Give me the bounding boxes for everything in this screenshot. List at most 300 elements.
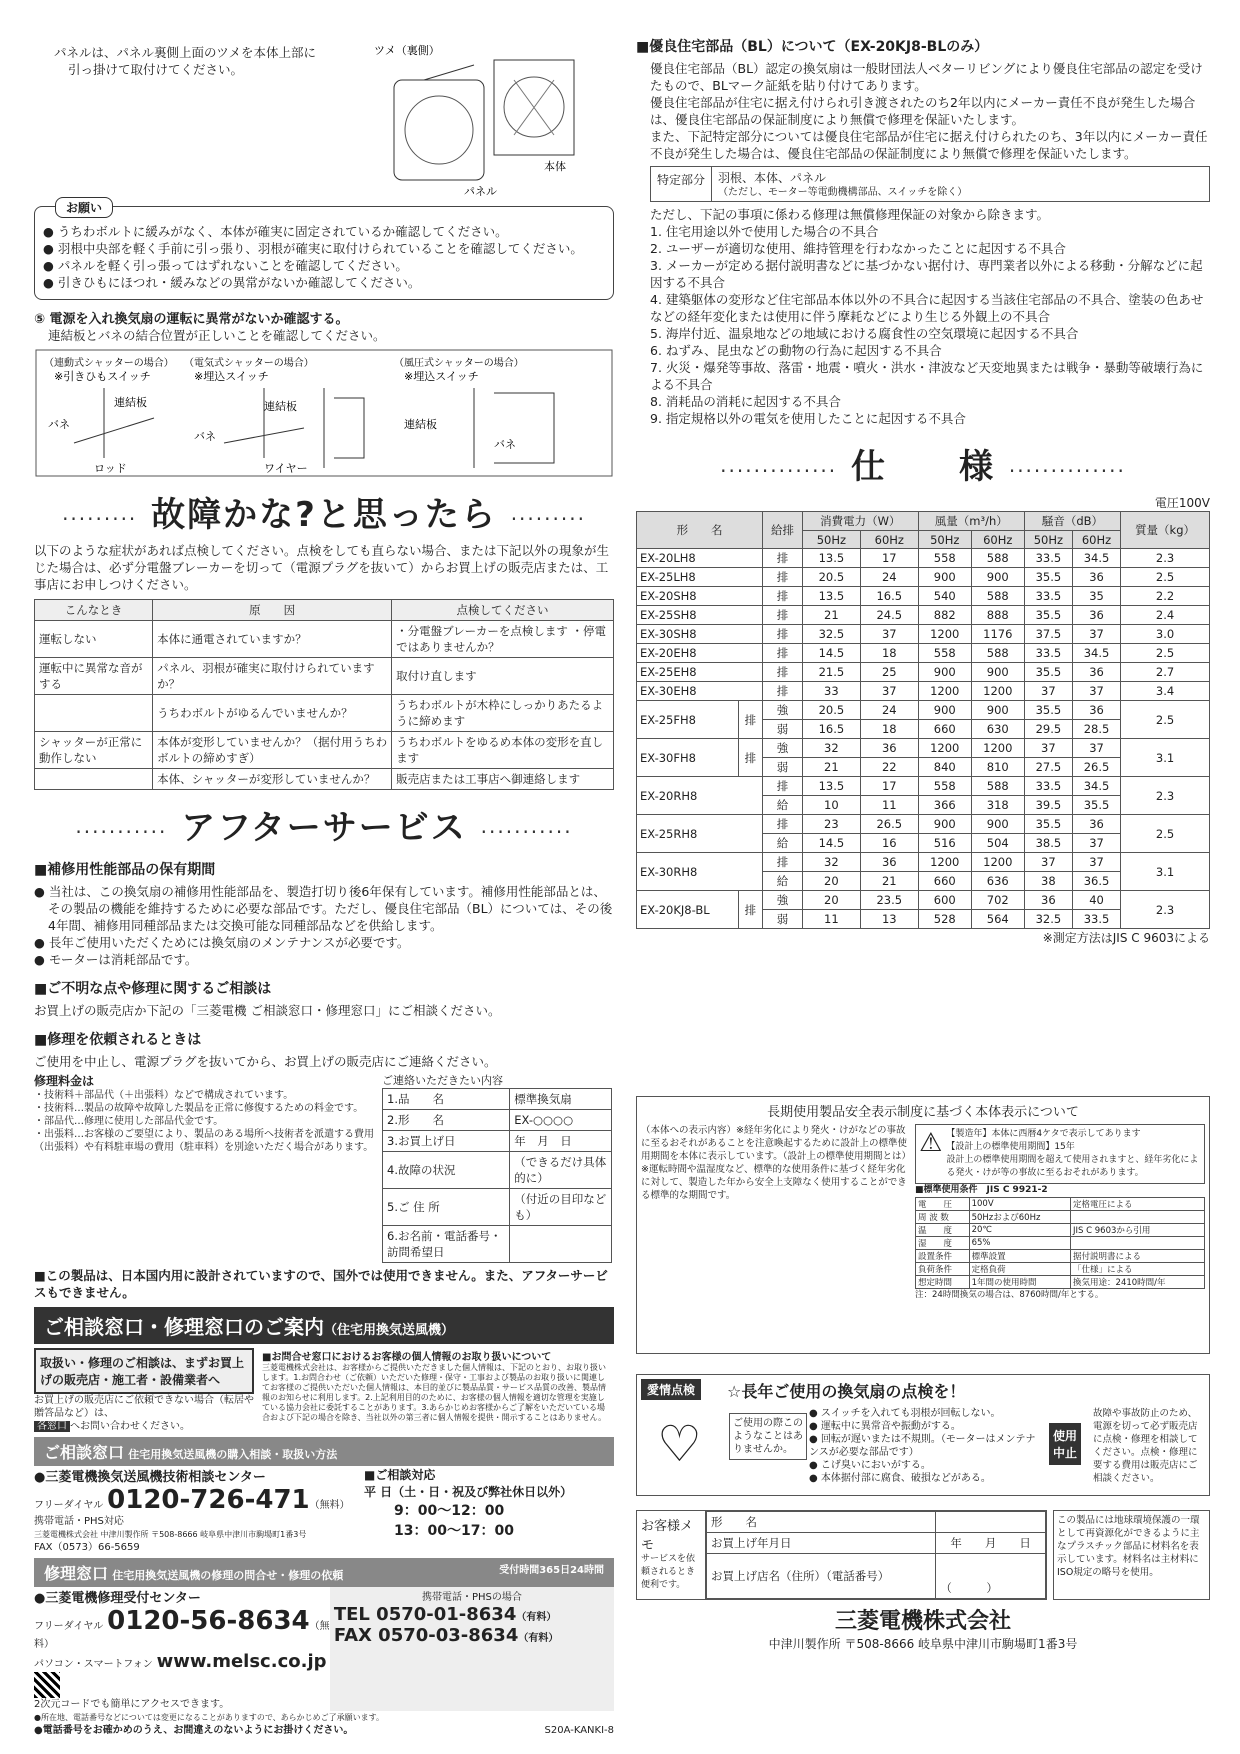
spec-row xyxy=(637,549,1210,568)
trouble-cell xyxy=(35,769,153,790)
qr-code-icon[interactable] xyxy=(34,1672,60,1698)
symptom-item: ● 運転中に異常音や振動がする。 xyxy=(809,1421,961,1432)
cond-cell: 標準設置 xyxy=(969,1250,1070,1263)
spec-model: EX-25LH8 xyxy=(637,568,763,587)
spec-cell: 1200 xyxy=(918,682,971,701)
spec-cell: 20.5 xyxy=(802,701,860,720)
spec-cell: 900 xyxy=(918,663,971,682)
spec-row xyxy=(637,701,1210,720)
spec-cell: 18 xyxy=(860,720,918,739)
spec-cell: 11 xyxy=(860,796,918,815)
cond-cell: 20℃ xyxy=(969,1224,1070,1237)
spec-hz: 60Hz xyxy=(971,531,1024,549)
repair-right xyxy=(330,1587,614,1711)
web-link[interactable]: www.melsc.co.jp xyxy=(156,1651,327,1672)
spec-cell: 36.5 xyxy=(1072,872,1120,891)
spec-cell: 36 xyxy=(1024,891,1072,910)
trouble-cell: シャッターが正常に動作しない xyxy=(35,732,153,769)
spec-cell: 11 xyxy=(802,910,860,929)
spec-cell: 排 xyxy=(763,682,803,701)
memo-date-value[interactable]: 年 月 日 xyxy=(936,1533,1046,1554)
spec-cell: 強 xyxy=(763,891,803,910)
cond-cell: 据付説明書による xyxy=(1071,1250,1205,1263)
onegai-item: ● 引きひもにほつれ・緩みなどの異常がないか確認してください。 xyxy=(43,275,421,290)
trouble-cell: 販売店または工事店へ御連絡します xyxy=(392,769,614,790)
contact-cell: 5.ご 住 所 xyxy=(383,1189,510,1226)
contact-row xyxy=(383,1189,612,1226)
pc-label: パソコン・スマートフォン xyxy=(34,1659,153,1670)
fax3: FAX 0570-03-8634 xyxy=(333,1625,519,1646)
spec-model: EX-30FH8 xyxy=(637,739,739,777)
cond-cell: 1年間の使用時間 xyxy=(969,1276,1070,1289)
spec-cell: 37 xyxy=(860,625,918,644)
tokutei-label: 特定部分 xyxy=(651,167,712,201)
step5-title: ⑤ 電源を入れ換気扇の運転に異常がないか確認する。 xyxy=(34,312,349,327)
cond-row xyxy=(916,1224,1205,1237)
tokutei-box xyxy=(650,166,1210,202)
spec-cell: 弱 xyxy=(763,910,803,929)
spec-kyuhai: 排 xyxy=(738,891,763,929)
after-p3: ご使用を中止し、電源プラグを抜いてから、お買上げの販売店にご連絡ください。 xyxy=(34,1054,497,1069)
tsume-label: ツメ（裏側） xyxy=(374,44,440,57)
spec-cell: 900 xyxy=(971,663,1024,682)
spec-cell: 660 xyxy=(918,872,971,891)
consult-left xyxy=(34,1348,254,1433)
spec-cell: 20 xyxy=(802,872,860,891)
center2: ●三菱電機修理受付センター xyxy=(34,1591,201,1606)
memo-shop-value[interactable]: （ ） xyxy=(936,1554,1046,1599)
spec-cell: 900 xyxy=(918,568,971,587)
spec-cell: 36 xyxy=(1072,701,1120,720)
soudan-left xyxy=(34,1466,364,1554)
trouble-row xyxy=(35,732,614,769)
spec-cell: 900 xyxy=(971,815,1024,834)
spec-mass: 3.1 xyxy=(1121,853,1210,891)
cond-cell: 定格電圧による xyxy=(1071,1198,1205,1211)
spec-cell: 35.5 xyxy=(1024,815,1072,834)
tokutei-text: 羽根、本体、パネル xyxy=(718,171,827,185)
after-h1: ■補修用性能部品の保有期間 xyxy=(34,862,216,878)
spec-row xyxy=(637,644,1210,663)
cond-cell: JIS C 9603から引用 xyxy=(1071,1224,1205,1237)
spec-row xyxy=(637,663,1210,682)
trouble-cell: うちわボルトをゆるめ本体の変形を直します xyxy=(392,732,614,769)
spec-cell: 24.5 xyxy=(860,606,918,625)
exclude-item: 7. 火災・爆発等事故、落雷・地震・噴火・洪水・津波など天変地異または戦争・暴動等破壊行為による不具合 xyxy=(650,360,1204,392)
cond-cell: 負荷条件 xyxy=(916,1263,970,1276)
spec-cell: 2.7 xyxy=(1121,663,1210,682)
panel-illustration xyxy=(364,40,614,200)
spec-cell: 37 xyxy=(1072,739,1120,758)
exclude-item: 1. 住宅用途以外で使用した場合の不具合 xyxy=(650,224,879,239)
fee-line: ・技術料＋部品代（＋出張料）などで構成されています。 xyxy=(34,1090,294,1101)
fee-title: 修理料金は xyxy=(34,1074,95,1088)
exclude-item: 6. ねずみ、昆虫などの動物の行為に起因する不具合 xyxy=(650,343,942,358)
longuse-label2: 【設計上の標準使用期間】15年 xyxy=(946,1142,1075,1152)
spec-table xyxy=(636,511,1210,929)
fax3-row xyxy=(334,1625,610,1646)
spec-cell: 38.5 xyxy=(1024,834,1072,853)
trouble-row xyxy=(35,621,614,658)
longuse-body xyxy=(641,1124,1205,1302)
repair-sub: 住宅用換気送風機の修理の問合せ・修理の依頼 xyxy=(112,1569,344,1582)
cond-table xyxy=(915,1197,1205,1289)
fig-wire: ワイヤー xyxy=(264,462,308,475)
memo-row-date: お買上げ年月日 xyxy=(707,1533,936,1554)
spec-hz: 60Hz xyxy=(1072,531,1120,549)
fig-c-switch: ※埋込スイッチ xyxy=(404,370,479,383)
spec-hz: 50Hz xyxy=(802,531,860,549)
spec-cell: 1200 xyxy=(918,853,971,872)
spec-row xyxy=(637,815,1210,834)
check-box xyxy=(636,1374,1210,1496)
contact-info xyxy=(382,1072,612,1263)
spec-cell: 給 xyxy=(763,796,803,815)
spec-cell: 33.5 xyxy=(1024,644,1072,663)
contact-cell: 標準換気扇 xyxy=(510,1089,612,1110)
trouble-table xyxy=(34,599,614,790)
spec-cell: 弱 xyxy=(763,758,803,777)
hours-days: 平 日（土・日・祝及び弊社休日以外） xyxy=(364,1485,573,1499)
longuse-title: 長期使用製品安全表示制度に基づく本体表示について xyxy=(767,1105,1079,1120)
spec-cell: 37 xyxy=(1072,834,1120,853)
spec-cell: 20 xyxy=(802,891,860,910)
spec-cell: 504 xyxy=(971,834,1024,853)
fig-renketsu-c: 連結板 xyxy=(404,418,437,431)
cond-cell: 想定時間 xyxy=(916,1276,970,1289)
spec-heading: ·············· 仕 様 ·············· xyxy=(720,447,1126,487)
soudan-band xyxy=(34,1437,614,1466)
spec-cell: 1176 xyxy=(971,625,1024,644)
cond-cell: 100V xyxy=(969,1198,1070,1211)
spec-cell: 540 xyxy=(918,587,971,606)
soudan-title: ご相談窓口 xyxy=(44,1443,125,1462)
spec-cell: 35 xyxy=(1072,587,1120,606)
spec-model: EX-25FH8 xyxy=(637,701,739,739)
trouble-header: 原 因 xyxy=(153,600,392,621)
warning-triangle-icon: ⚠ xyxy=(919,1128,943,1158)
spec-cell: 588 xyxy=(971,644,1024,663)
privacy-text: 三菱電機株式会社は、お客様からご提供いただきました個人情報は、下記のとおり、お取り扱いします。1.お問合わせ（ご依頼）いただいた修理・保守・工事および製品のお取り扱いに関連してお客様のご提供いただいた個人情報は、本目的並びに製品品質・サービス品質の改善、製品情報のお知らせに利用します。2.上記利用目的のために、お客様の個人情報を適切な管理を実施している協力会社に委託することがあります。3.あらかじめお客様からご了解をいただいている場合および下記の場合を除き、当社以外の第三者に個人情報を提供・開示することはありません。 xyxy=(262,1363,607,1422)
stop-text1: 使用 xyxy=(1053,1429,1078,1443)
spec-row xyxy=(637,625,1210,644)
spec-cell: 2.2 xyxy=(1121,587,1210,606)
onegai-item: ● うちわボルトに緩みがなく、本体が確実に固定されているか確認してください。 xyxy=(43,224,508,239)
spec-cell: 588 xyxy=(971,549,1024,568)
spec-cell: 10 xyxy=(802,796,860,815)
tokutei-content xyxy=(712,167,973,201)
spec-cell: 38 xyxy=(1024,872,1072,891)
cond-cell: 50Hzおよび60Hz xyxy=(969,1211,1070,1224)
bl-paragraph: 優良住宅部品（BL）認定の換気扇は一般財団法人ベターリビングにより優良住宅部品の認定を受けたもので、BLマーク証紙を貼り付けてあります。 xyxy=(650,61,1203,93)
after-p1-list xyxy=(34,883,614,968)
longuse-labels xyxy=(946,1128,1201,1180)
spec-cell: 528 xyxy=(918,910,971,929)
trouble-cell xyxy=(35,695,153,732)
trouble-heading: ········· 故障かな?と思ったら ········· xyxy=(62,495,586,535)
hours2: 13：00〜17：00 xyxy=(394,1523,514,1539)
spec-cell: 2.5 xyxy=(1121,644,1210,663)
spec-cell: 排 xyxy=(763,853,803,872)
spec-note: ※測定方法はJIS C 9603による xyxy=(1042,931,1210,945)
spec-cell: 36 xyxy=(1072,815,1120,834)
onegai-title: お願い xyxy=(55,197,113,218)
mobile2: 携帯電話・PHSの場合 xyxy=(421,1592,522,1603)
spec-row xyxy=(637,568,1210,587)
repair-fee xyxy=(34,1072,374,1263)
heart-plug-icon: ♡ xyxy=(657,1415,702,1473)
spec-cell: 32.5 xyxy=(802,625,860,644)
spec-h-flow: 風量（m³/h） xyxy=(918,512,1024,531)
spec-cell: 588 xyxy=(971,587,1024,606)
spec-cell: 29.5 xyxy=(1024,720,1072,739)
check-advice: 故障や事故防止のため、電源を切って必ず販売店に点検・修理を相談してください。点検・修理に要する費用は販売店にご相談ください。 xyxy=(1093,1408,1198,1484)
spec-cell: 21.5 xyxy=(802,663,860,682)
left-column xyxy=(34,40,614,1737)
exclude-item: 8. 消耗品の消耗に起因する不具合 xyxy=(650,394,841,409)
spec-cell: 636 xyxy=(971,872,1024,891)
cond-row xyxy=(916,1250,1205,1263)
after-p2: お買上げの販売店か下記の「三菱電機 ご相談窓口・修理窓口」にご相談ください。 xyxy=(34,1003,501,1018)
spec-row xyxy=(637,777,1210,796)
cond-row xyxy=(916,1263,1205,1276)
spec-cell: 33.5 xyxy=(1024,777,1072,796)
spec-cell: 17 xyxy=(860,549,918,568)
spec-cell: 28.5 xyxy=(1072,720,1120,739)
spec-cell: 900 xyxy=(918,815,971,834)
longuse-label3: 設計上の標準使用期間を超えて使用されますと、経年劣化による発火・けが等の事故に至るおそれがあります。 xyxy=(946,1155,1199,1178)
panel-section xyxy=(34,40,614,200)
doc-code: S20A-KANKI-8 xyxy=(544,1725,614,1736)
privacy xyxy=(262,1348,612,1433)
bl-text xyxy=(636,60,1210,162)
after-p1-item: ● 長年ご使用いただくためには換気扇のメンテナンスが必要です。 xyxy=(34,935,410,950)
spec-cell: 37.5 xyxy=(1024,625,1072,644)
spec-cell: 600 xyxy=(918,891,971,910)
longuse-foot: 注：24時間換気の場合は、8760時間/年とする。 xyxy=(915,1290,1104,1300)
cond-row xyxy=(916,1198,1205,1211)
cond-cell: 「仕様」による xyxy=(1071,1263,1205,1276)
spec-cell: 36 xyxy=(1072,568,1120,587)
fee-lines xyxy=(34,1089,374,1154)
onegai-box xyxy=(34,201,614,300)
spec-model: EX-30EH8 xyxy=(637,682,763,701)
spec-cell: 35.5 xyxy=(1072,796,1120,815)
tel3[interactable]: TEL 0570-01-8634 xyxy=(333,1604,517,1625)
tel1[interactable]: 0120-726-471 xyxy=(107,1485,310,1515)
spec-model: EX-20RH8 xyxy=(637,777,763,815)
contact-cell: 年 月 日 xyxy=(510,1131,612,1152)
exclude-item: 9. 指定規格以外の電気を使用したことに起因する不具合 xyxy=(650,411,966,426)
spec-cell: 16.5 xyxy=(802,720,860,739)
fig-a-label: （連動式シャッターの場合） xyxy=(44,358,174,369)
trouble-cell: ・分電盤ブレーカーを点検します ・停電ではありませんか？ xyxy=(392,621,614,658)
memo-model-value[interactable] xyxy=(936,1512,1046,1533)
cond-cell: 湿 度 xyxy=(916,1237,970,1250)
exclude-intro: ただし、下記の事項に係わる修理は無償修理保証の対象から除きます。 xyxy=(650,207,1050,222)
spec-h-kyuhai: 給排 xyxy=(763,512,803,549)
after-title: アフターサービス xyxy=(181,808,467,848)
spec-cell: 900 xyxy=(971,701,1024,720)
spec-row xyxy=(637,891,1210,910)
onegai-list xyxy=(43,223,605,291)
spec-cell: 20.5 xyxy=(802,568,860,587)
spec-model: EX-25EH8 xyxy=(637,663,763,682)
spec-cell: 564 xyxy=(971,910,1024,929)
spec-cell: 23.5 xyxy=(860,891,918,910)
contact-cell: 1.品 名 xyxy=(383,1089,510,1110)
trouble-header: こんなとき xyxy=(35,600,153,621)
consult-top xyxy=(34,1348,614,1433)
contact-cell xyxy=(510,1226,612,1263)
symptom-intro: ご使用の際このようなことはありませんか。 xyxy=(729,1413,807,1460)
spec-cell: 35.5 xyxy=(1024,606,1072,625)
spec-cell: 26.5 xyxy=(1072,758,1120,777)
longuse-left: （本体への表示内容）※経年劣化により発火・けがなどの事故に至るおそれがあることを注意喚起するために設計上の標準使用期間を本体に表示しています。（設計上の標準使用期間とは）※運転時間や温湿度など、標準的な使用条件に基づく経年劣化に対して、製造した年から安全上支障なく使用することができる標準的な期間です。 xyxy=(641,1125,908,1201)
spec-cell: 1200 xyxy=(971,682,1024,701)
check-label: 愛情点検 xyxy=(641,1379,701,1400)
spec-h-power: 消費電力（W） xyxy=(802,512,918,531)
company-name: 三菱電機株式会社 xyxy=(834,1609,1011,1634)
spec-cell: 18 xyxy=(860,644,918,663)
hours-title: ■ご相談対応 xyxy=(364,1468,436,1482)
spec-cell: 36 xyxy=(1072,606,1120,625)
spec-cell: 14.5 xyxy=(802,834,860,853)
memo-row-model: 形 名 xyxy=(707,1512,936,1533)
privacy-title: ■お問合せ窓口におけるお客様の個人情報のお取り扱いについて xyxy=(262,1352,552,1363)
contact-cell: EX-○○○○ xyxy=(510,1110,612,1131)
symptom-item: ● 回転が遅いまたは不規則。（モーターはメンテナンスが必要な部品です） xyxy=(809,1434,1036,1458)
spec-cell: 34.5 xyxy=(1072,777,1120,796)
spec-cell: 35.5 xyxy=(1024,568,1072,587)
spec-row xyxy=(637,853,1210,872)
spec-cell: 33.5 xyxy=(1072,910,1120,929)
consult-badge: 各窓口 xyxy=(34,1421,70,1432)
mobile1: 携帯電話・PHS対応 xyxy=(34,1516,124,1527)
spec-cell: 37 xyxy=(1024,739,1072,758)
contact-title: ご連絡いただきたい内容 xyxy=(382,1074,503,1087)
trouble-cell: パネル、羽根が確実に取付けられていますか？ xyxy=(153,658,392,695)
cond-cell: 温 度 xyxy=(916,1224,970,1237)
spec-cell: 17 xyxy=(860,777,918,796)
tel3-yuryo: （有料） xyxy=(516,1612,557,1623)
spec-kyuhai: 排 xyxy=(738,739,763,777)
trouble-cell: うちわボルトがゆるんでいませんか？ xyxy=(153,695,392,732)
addr1: 三菱電機株式会社 中津川製作所 〒508-8666 岐阜県中津川市駒場町1番3号 xyxy=(34,1530,307,1539)
spec-cell: 1200 xyxy=(971,853,1024,872)
bl-paragraph: 優良住宅部品が住宅に据え付けられ引き渡されたのち2年以内にメーカー責任不良が発生した場合は、優良住宅部品の保証制度により無償で修理を保証いたします。 xyxy=(650,95,1196,127)
memo-label: お客様メモ xyxy=(641,1519,694,1553)
exclude-item: 3. メーカーが定める据付説明書などに基づかない据付け、専門業者以外による移動・分解などに起因する不具合 xyxy=(650,258,1203,290)
after-h2: ■ご不明な点や修理に関するご相談は xyxy=(34,981,272,997)
spec-cell: 排 xyxy=(763,549,803,568)
symptom-item: ● こげ臭いにおいがする。 xyxy=(809,1460,931,1471)
spec-cell: 35.5 xyxy=(1024,701,1072,720)
trouble-header: 点検してください xyxy=(392,600,614,621)
fig-renketsu-b: 連結板 xyxy=(264,400,297,413)
spec-cell: 排 xyxy=(763,777,803,796)
fig-c-label: （風圧式シャッターの場合） xyxy=(394,358,524,369)
spec-cell: 13.5 xyxy=(802,587,860,606)
spec-cell: 排 xyxy=(763,644,803,663)
spec-cell: 1200 xyxy=(918,625,971,644)
panel-instruction: パネルは、パネル裏側上面のツメを本体上部に引っ掛けて取付けてください。 xyxy=(54,45,317,77)
spec-kyuhai: 排 xyxy=(738,701,763,739)
contact-row xyxy=(383,1089,612,1110)
step5-sub: 連結板とバネの結合位置が正しいことを確認してください。 xyxy=(48,328,386,343)
cond-cell: 定格負荷 xyxy=(969,1263,1070,1276)
fig-bane-c: バネ xyxy=(494,438,516,451)
repair-left xyxy=(34,1587,330,1711)
spec-cell: 排 xyxy=(763,815,803,834)
after-p1-item: ● モーターは消耗部品です。 xyxy=(34,952,198,967)
spec-h-model: 形 名 xyxy=(637,512,763,549)
spec-cell: 25 xyxy=(860,663,918,682)
spec-cell: 強 xyxy=(763,739,803,758)
tel2-row xyxy=(34,1606,330,1651)
spec-cell: 660 xyxy=(918,720,971,739)
repair-title: 修理窓口 xyxy=(44,1564,109,1583)
contact-cell: 6.お名前・電話番号・訪問希望日 xyxy=(383,1226,510,1263)
longuse-right xyxy=(915,1124,1205,1302)
spec-cell: 排 xyxy=(763,568,803,587)
spec-cell: 37 xyxy=(1072,853,1120,872)
repair-band xyxy=(34,1558,614,1587)
trouble-row xyxy=(35,769,614,790)
note2-row xyxy=(34,1724,614,1737)
repair-body xyxy=(34,1587,614,1711)
tel2-muryo: （無料） xyxy=(34,1621,330,1650)
trouble-intro: 以下のような症状があれば点検してください。点検をしても直らない場合、または下記以外の現象が生じた場合は、必ず分電盤ブレーカーを切って（電源プラグを抜いて）からお買上げの販売店または、工事店にお申しつけください。 xyxy=(34,543,610,592)
spec-row xyxy=(637,682,1210,701)
fax1: FAX（0573）66-5659 xyxy=(34,1542,140,1553)
trouble-cell: 運転しない xyxy=(35,621,153,658)
spec-cell: 32.5 xyxy=(1024,910,1072,929)
spec-h-noise: 騒音（dB） xyxy=(1024,512,1120,531)
spec-cell: 21 xyxy=(860,872,918,891)
fig-b-switch: ※埋込スイッチ xyxy=(194,370,269,383)
trouble-cell: うちわボルトが木枠にしっかりあたるように締めます xyxy=(392,695,614,732)
spec-cell: 37 xyxy=(1072,682,1120,701)
repair-hours: 受付時間365日24時間 xyxy=(499,1565,604,1576)
fee-line: ・部品代…修理に使用した部品代金です。 xyxy=(34,1116,224,1127)
spec-cell: 366 xyxy=(918,796,971,815)
cond-cell xyxy=(1071,1211,1205,1224)
spec-cell: 702 xyxy=(971,891,1024,910)
memo-area xyxy=(636,1510,1210,1600)
consult-note2-row xyxy=(34,1420,254,1433)
center1: ●三菱電機換気送風機技術相談センター xyxy=(34,1470,266,1485)
tel2[interactable]: 0120-56-8634 xyxy=(107,1606,310,1636)
spec-model: EX-30RH8 xyxy=(637,853,763,891)
spec-cell: 882 xyxy=(918,606,971,625)
after-h3: ■修理を依頼されるときは xyxy=(34,1032,202,1048)
spec-cell: 24 xyxy=(860,701,918,720)
spec-cell: 900 xyxy=(971,568,1024,587)
recycle-note: この製品には地球環境保護の一環として再資源化ができるように主なプラスチック部品に材料名を表示しています。材料名は主材料にISO規定の略号を使用。 xyxy=(1053,1510,1210,1600)
spec-cell: 26.5 xyxy=(860,815,918,834)
fig-rod: ロッド xyxy=(94,462,127,475)
spec-cell: 33.5 xyxy=(1024,587,1072,606)
cond-cell: 周 波 数 xyxy=(916,1211,970,1224)
spec-cell: 34.5 xyxy=(1072,549,1120,568)
memo-box xyxy=(636,1510,1047,1600)
cond-row xyxy=(916,1211,1205,1224)
contact-cell: （付近の目印なども） xyxy=(510,1189,612,1226)
shutter-illustrations xyxy=(34,348,614,478)
soudan-hours xyxy=(364,1466,614,1554)
stop-badge xyxy=(1049,1423,1081,1465)
